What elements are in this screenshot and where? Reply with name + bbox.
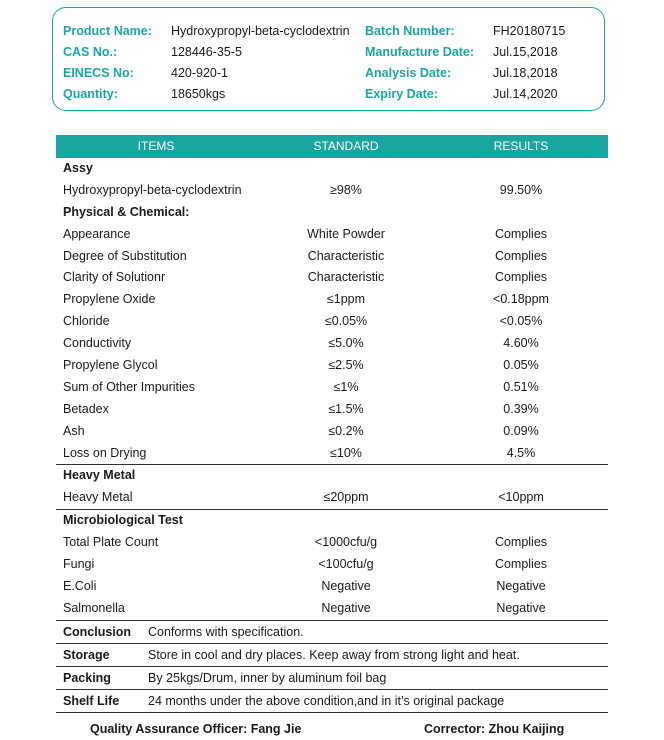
footer-value: By 25kgs/Drum, inner by aluminum foil bag bbox=[148, 670, 387, 685]
footer-label: Packing bbox=[63, 670, 111, 685]
item-name: Betadex bbox=[63, 401, 109, 416]
item-name: Loss on Drying bbox=[63, 445, 147, 460]
footer-value: Conforms with specification. bbox=[148, 624, 304, 639]
batch-number-value: FH20180715 bbox=[493, 24, 566, 38]
result-value: 4.5% bbox=[506, 445, 536, 460]
product-info-box bbox=[52, 7, 605, 111]
column-header-items: ITEMS bbox=[137, 139, 175, 153]
results-table bbox=[56, 135, 608, 713]
table-row bbox=[56, 224, 608, 246]
footer-row bbox=[56, 621, 608, 644]
table-row bbox=[56, 421, 608, 443]
result-value: Complies bbox=[494, 226, 548, 241]
table-body bbox=[56, 158, 608, 621]
standard-value: Characteristic bbox=[307, 270, 385, 285]
section-title: Assy bbox=[63, 161, 93, 175]
standard-value: <100cfu/g bbox=[318, 557, 374, 572]
table-row bbox=[56, 554, 608, 576]
footer-row bbox=[56, 644, 608, 667]
cas-value: 128446-35-5 bbox=[171, 45, 242, 59]
item-name: E.Coli bbox=[63, 578, 97, 593]
item-name: Appearance bbox=[63, 226, 131, 241]
table-row bbox=[56, 289, 608, 311]
result-value: Complies bbox=[494, 248, 548, 263]
item-name: Conductivity bbox=[63, 336, 132, 351]
einecs-value: 420-920-1 bbox=[171, 66, 228, 80]
result-value: <0.05% bbox=[499, 314, 543, 329]
table-row bbox=[56, 267, 608, 289]
footer-label: Storage bbox=[63, 647, 110, 662]
table-footer bbox=[56, 621, 608, 713]
footer-row bbox=[56, 690, 608, 713]
expiry-date-value: Jul.14,2020 bbox=[493, 87, 558, 101]
corrector-signature: Corrector: Zhou Kaijing bbox=[424, 722, 565, 736]
analysis-date-label: Analysis Date: bbox=[365, 66, 452, 80]
info-row-3 bbox=[63, 63, 603, 83]
quantity-label: Quantity: bbox=[63, 87, 118, 101]
standard-value: Negative bbox=[321, 600, 371, 615]
standard-value: ≤5.0% bbox=[328, 336, 364, 351]
column-header-results: RESULTS bbox=[493, 139, 549, 153]
standard-value: ≤0.05% bbox=[324, 314, 368, 329]
standard-value: White Powder bbox=[307, 226, 385, 241]
info-row-1 bbox=[63, 21, 603, 41]
table-row bbox=[56, 399, 608, 421]
result-value: Complies bbox=[494, 535, 548, 550]
footer-label: Conclusion bbox=[63, 624, 132, 639]
result-value: Complies bbox=[494, 270, 548, 285]
item-name: Chloride bbox=[63, 314, 110, 329]
item-name: Clarity of Solutionr bbox=[63, 270, 166, 285]
product-name-label: Product Name: bbox=[63, 24, 152, 38]
column-header-standard: STANDARD bbox=[313, 139, 379, 153]
table-row bbox=[56, 443, 608, 466]
table-header bbox=[56, 135, 608, 158]
table-row bbox=[56, 487, 608, 510]
table-row bbox=[56, 377, 608, 399]
standard-value: ≤1% bbox=[333, 379, 359, 394]
table-row bbox=[56, 333, 608, 355]
table-row bbox=[56, 246, 608, 268]
item-name: Heavy Metal bbox=[63, 490, 133, 505]
manufacture-date-label: Manufacture Date: bbox=[365, 45, 475, 59]
result-value: 99.50% bbox=[499, 182, 543, 197]
item-name: Sum of Other Impurities bbox=[63, 379, 195, 394]
cas-label: CAS No.: bbox=[63, 45, 118, 59]
standard-value: ≥98% bbox=[330, 182, 362, 197]
result-value: 0.05% bbox=[503, 358, 539, 373]
result-value: <10ppm bbox=[498, 490, 544, 505]
batch-number-label: Batch Number: bbox=[365, 24, 455, 38]
info-row-2 bbox=[63, 42, 603, 62]
section-row bbox=[56, 158, 608, 180]
table-row bbox=[56, 355, 608, 377]
expiry-date-label: Expiry Date: bbox=[365, 87, 438, 101]
item-name: Fungi bbox=[63, 557, 95, 572]
footer-value: 24 months under the above condition,and in it’s original package bbox=[148, 693, 505, 708]
section-row bbox=[56, 202, 608, 224]
standard-value: <1000cfu/g bbox=[314, 535, 378, 550]
table-row bbox=[56, 180, 608, 202]
table-row bbox=[56, 532, 608, 554]
item-name: Total Plate Count bbox=[63, 535, 159, 550]
analysis-date-value: Jul.18,2018 bbox=[493, 66, 558, 80]
manufacture-date-value: Jul.15,2018 bbox=[493, 45, 558, 59]
standard-value: ≤1ppm bbox=[326, 292, 366, 307]
table-row bbox=[56, 576, 608, 598]
item-name: Degree of Substitution bbox=[63, 248, 187, 263]
info-row-4 bbox=[63, 84, 603, 104]
section-title: Heavy Metal bbox=[63, 468, 136, 483]
result-value: 0.09% bbox=[503, 423, 539, 438]
result-value: 4.60% bbox=[503, 336, 539, 351]
result-value: <0.18ppm bbox=[493, 292, 549, 307]
result-value: Negative bbox=[496, 578, 546, 593]
result-value: 0.51% bbox=[503, 379, 539, 394]
footer-row bbox=[56, 667, 608, 690]
standard-value: ≤20ppm bbox=[323, 490, 369, 505]
item-name: Hydroxypropyl-beta-cyclodextrin bbox=[63, 182, 242, 197]
result-value: 0.39% bbox=[503, 401, 539, 416]
result-value: Complies bbox=[494, 557, 548, 572]
table-row bbox=[56, 598, 608, 621]
table-row bbox=[56, 311, 608, 333]
quantity-value: 18650kgs bbox=[171, 87, 226, 101]
item-name: Salmonella bbox=[63, 600, 125, 615]
footer-value: Store in cool and dry places. Keep away from strong light and heat. bbox=[148, 647, 520, 662]
product-name-value: Hydroxypropyl-beta-cyclodextrin bbox=[171, 24, 350, 38]
section-title: Physical & Chemical: bbox=[63, 204, 190, 219]
result-value: Negative bbox=[496, 600, 546, 615]
standard-value: ≤2.5% bbox=[328, 358, 364, 373]
standard-value: ≤0.2% bbox=[328, 423, 364, 438]
footer-label: Shelf Life bbox=[63, 693, 120, 708]
standard-value: Characteristic bbox=[307, 248, 385, 263]
item-name: Propylene Oxide bbox=[63, 292, 156, 307]
einecs-label: EINECS No: bbox=[63, 66, 134, 80]
item-name: Propylene Glycol bbox=[63, 358, 158, 373]
item-name: Ash bbox=[63, 423, 85, 438]
standard-value: Negative bbox=[321, 578, 371, 593]
standard-value: ≤1.5% bbox=[328, 401, 364, 416]
section-title: Microbiological Test bbox=[63, 513, 183, 528]
section-row bbox=[56, 465, 608, 487]
section-row bbox=[56, 510, 608, 532]
standard-value: ≤10% bbox=[330, 445, 362, 460]
qa-officer-signature: Quality Assurance Officer: Fang Jie bbox=[90, 722, 302, 736]
